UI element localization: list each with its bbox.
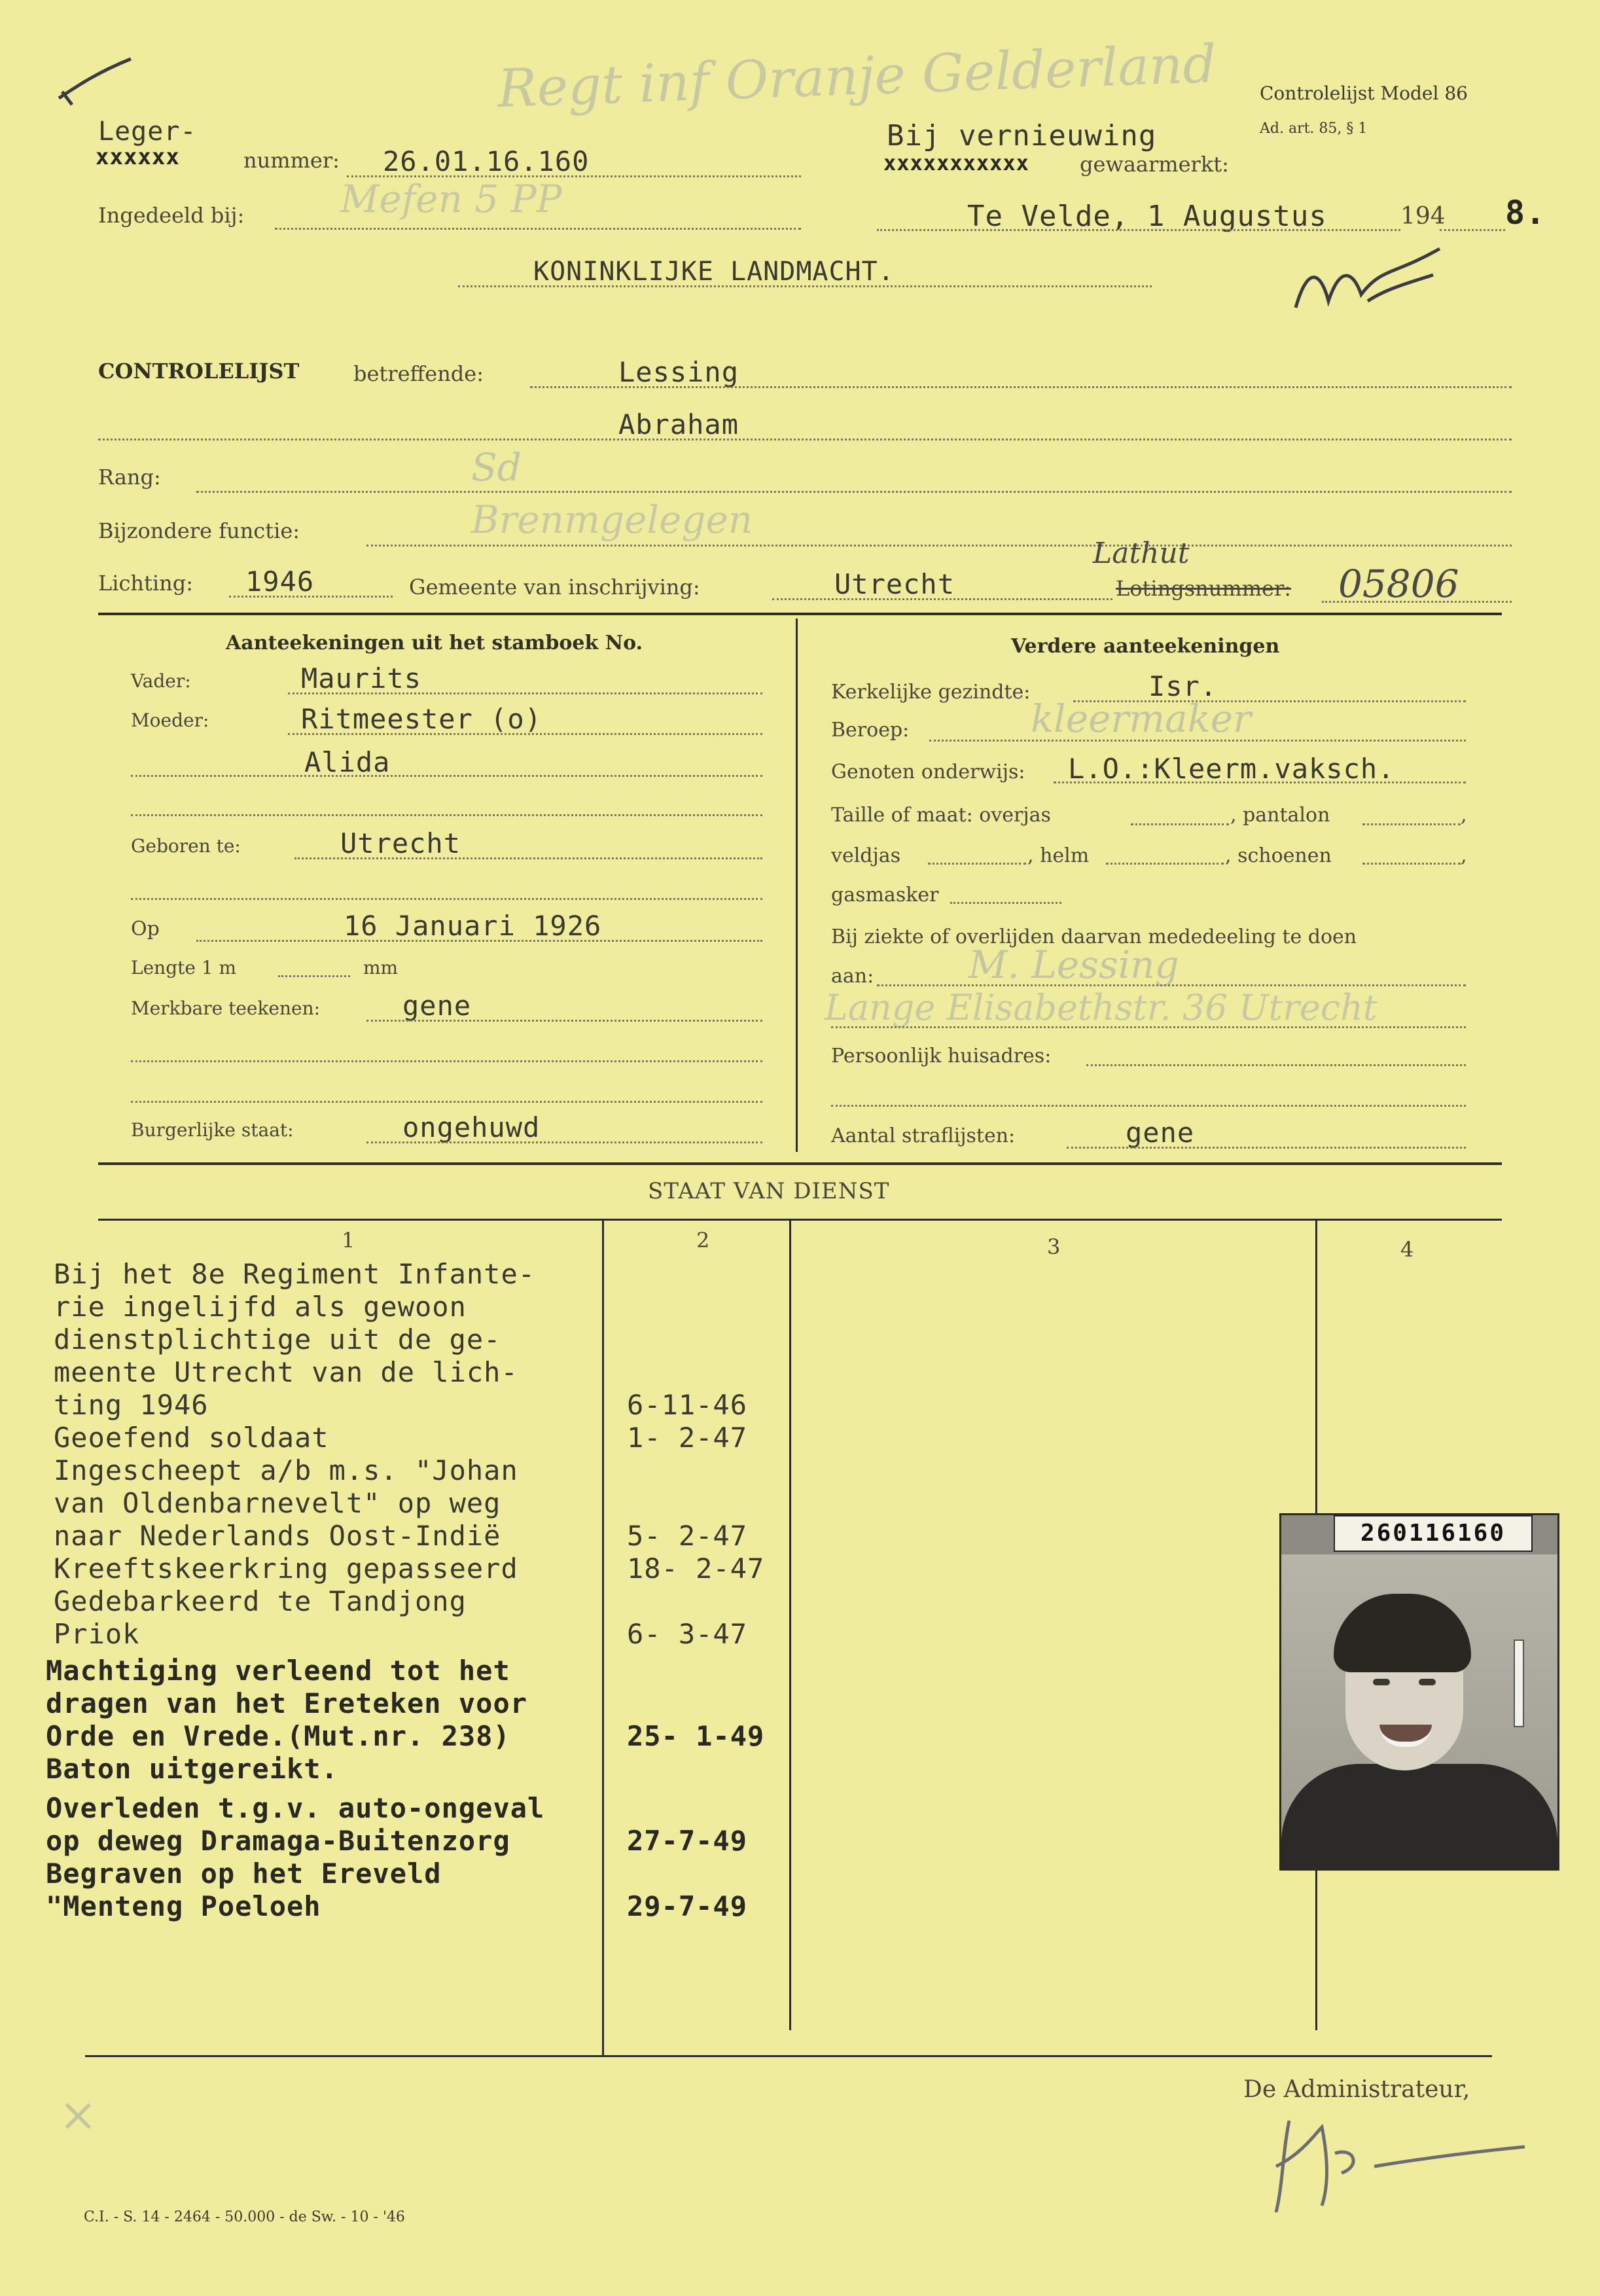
- veldjas-line: [928, 863, 1026, 865]
- lengte-label: Lengte 1 m: [131, 957, 237, 978]
- overjas-line: [1131, 823, 1229, 825]
- schoenen-label: , schoenen: [1225, 844, 1332, 867]
- moeder-2-line: [131, 775, 762, 777]
- col-header-2: 2: [696, 1228, 710, 1253]
- lichting: 1946: [245, 565, 315, 598]
- op-label: Op: [131, 918, 160, 941]
- geboren: Utrecht: [340, 827, 461, 859]
- straflijsten-line: [1067, 1147, 1466, 1149]
- huisadres-label: Persoonlijk huisadres:: [831, 1045, 1052, 1067]
- lotingsnummer-label: Lotingsnummer:: [1116, 576, 1292, 601]
- blank-line-4: [131, 1101, 762, 1103]
- kerkelijk-label: Kerkelijke gezindte:: [831, 681, 1031, 704]
- handwritten-mark: [52, 52, 144, 111]
- verdere-heading: Verdere aanteekeningen: [1011, 635, 1280, 658]
- comma-1: ,: [1461, 804, 1467, 827]
- beroep-label: Beroep:: [831, 719, 910, 742]
- photo-body: [1281, 1764, 1557, 1869]
- gemeente-label: Gemeente van inschrijving:: [409, 575, 700, 600]
- helm-label: , helm: [1027, 844, 1090, 867]
- section-rule-top: [98, 613, 1502, 615]
- photo-eye-right: [1419, 1679, 1436, 1685]
- burgerlijk: ongehuwd: [402, 1111, 541, 1143]
- vader-label: Vader:: [131, 670, 191, 692]
- merkbare-line: [366, 1020, 762, 1022]
- organisation: KONINKLIJKE LANDMACHT.: [533, 257, 895, 287]
- staat-entry-text: Kreeftskeerkring gepasseerd: [54, 1552, 518, 1585]
- first-name: Abraham: [618, 408, 739, 440]
- helm-line: [1106, 863, 1224, 865]
- staat-entry-date: 29-7-49: [627, 1890, 748, 1922]
- staat-entry-text: Overleden t.g.v. auto-ongeval: [46, 1792, 545, 1824]
- onderwijs-line: [1054, 781, 1466, 783]
- year-prefix: 194: [1400, 203, 1446, 230]
- betreffende-label: betreffende:: [353, 361, 484, 386]
- handwritten-regiment: Regt inf Oranje Gelderland: [496, 33, 1218, 120]
- place-date: Te Velde, 1 Augustus: [967, 200, 1327, 233]
- staat-entry-text: meente Utrecht van de lich-: [54, 1356, 518, 1388]
- year-line: [1440, 229, 1505, 231]
- schoenen-line: [1362, 863, 1461, 865]
- soldier-photo: [1279, 1513, 1559, 1871]
- handwritten-lot-prefix: Lathut: [1093, 537, 1190, 570]
- lengte-unit: mm: [363, 957, 399, 978]
- handwritten-functie: Brenmgelegen: [471, 497, 753, 542]
- rang-line: [196, 491, 1512, 493]
- vernieuwing-label: Bij vernieuwing: [887, 119, 1157, 152]
- leger-label-struck: xxxxxx: [96, 144, 180, 170]
- onderwijs: L.O.:Kleerm.vaksch.: [1068, 753, 1395, 785]
- staat-entry-date: 6- 3-47: [627, 1618, 748, 1650]
- col-header-1: 1: [342, 1228, 355, 1253]
- handwritten-lotingsnummer: 05806: [1338, 562, 1459, 606]
- gewaarmerkt-struck: xxxxxxxxxxx: [883, 151, 1029, 175]
- huisadres-line: [1086, 1064, 1466, 1066]
- photo-number-label: 260116160: [1334, 1515, 1533, 1552]
- gewaarmerkt-label: gewaarmerkt:: [1080, 152, 1229, 177]
- lichting-line: [229, 596, 393, 598]
- functie-label: Bijzondere functie:: [98, 518, 300, 543]
- cross-mark: ×: [59, 2088, 98, 2142]
- handwritten-initials: [1289, 236, 1446, 321]
- controlelijst-label: CONTROLELIJST: [98, 359, 300, 384]
- staat-entry-date: 5- 2-47: [627, 1520, 748, 1552]
- photo-mark: [1514, 1640, 1524, 1727]
- leger-label-line1: Leger-: [98, 117, 197, 147]
- onderwijs-label: Genoten onderwijs:: [831, 761, 1025, 783]
- column-divider-middle: [796, 619, 798, 1152]
- geboren-line: [294, 857, 762, 859]
- staat-entry-date: 18- 2-47: [627, 1552, 765, 1585]
- staat-entry-date: 1- 2-47: [627, 1422, 748, 1454]
- stamboek-heading: Aanteekeningen uit het stamboek No.: [226, 632, 643, 655]
- ingedeeld-line: [275, 228, 801, 230]
- lotingsnummer-line: [1322, 601, 1512, 603]
- staat-col-divider-1: [602, 1219, 604, 2056]
- gemeente-line: [772, 598, 1112, 600]
- staat-entry-text: Ingescheept a/b m.s. "Johan: [54, 1454, 518, 1486]
- pantalon-label: , pantalon: [1230, 804, 1330, 827]
- staat-entry-text: Orde en Vrede.(Mut.nr. 238): [46, 1720, 510, 1752]
- staat-entry-text: Priok: [54, 1618, 140, 1650]
- section-rule-middle: [98, 1162, 1502, 1165]
- handwritten-adres: Lange Elisabethstr. 36 Utrecht: [825, 987, 1378, 1028]
- photo-eye-left: [1373, 1679, 1390, 1685]
- handwritten-ingedeeld: Mefen 5 PP: [340, 177, 562, 221]
- year-suffix: 8.: [1505, 194, 1546, 232]
- staat-entry-date: 25- 1-49: [627, 1720, 765, 1752]
- staat-entry-date: 27-7-49: [627, 1825, 748, 1857]
- straflijsten-label: Aantal straflijsten:: [831, 1124, 1016, 1147]
- form-title: Controlelijst Model 86: [1260, 82, 1468, 104]
- straflijsten: gene: [1126, 1117, 1195, 1149]
- staat-entry-text: dienstplichtige uit de ge-: [54, 1323, 501, 1355]
- vader: Maurits: [301, 662, 422, 694]
- form-reference: Ad. art. 85, § 1: [1260, 120, 1368, 137]
- staat-table-top: [98, 1219, 1502, 1221]
- staat-entry-date: 6-11-46: [627, 1389, 748, 1421]
- op-line: [196, 940, 762, 942]
- lengte-line: [278, 975, 350, 977]
- op-date: 16 Januari 1926: [344, 910, 602, 942]
- pantalon-line: [1362, 823, 1461, 825]
- adres-line: [831, 1026, 1466, 1028]
- gemeente: Utrecht: [834, 568, 955, 600]
- burgerlijk-line: [366, 1141, 762, 1143]
- staat-entry-text: Geoefend soldaat: [54, 1422, 329, 1454]
- gasmasker-line: [950, 902, 1061, 904]
- col-header-3: 3: [1047, 1234, 1061, 1259]
- moeder-2: Alida: [304, 746, 391, 778]
- ingedeeld-label: Ingedeeld bij:: [98, 203, 245, 228]
- leger-label-suffix: nummer:: [243, 148, 340, 173]
- kerkelijk: Isr.: [1148, 670, 1218, 702]
- ziekte-label: Bij ziekte of overlijden daarvan mededeeling te doen: [831, 925, 1357, 948]
- administrateur-label: De Administrateur,: [1243, 2076, 1470, 2103]
- staat-col-divider-2: [789, 1219, 791, 2030]
- first-name-line: [98, 439, 1512, 440]
- blank-line-1: [131, 814, 762, 816]
- staat-entry-text: naar Nederlands Oost-Indië: [54, 1520, 501, 1552]
- burgerlijk-label: Burgerlijke staat:: [131, 1119, 294, 1141]
- functie-line: [366, 545, 1512, 547]
- blank-line-2: [131, 898, 762, 900]
- staat-entry-text: Gedebarkeerd te Tandjong: [54, 1585, 467, 1617]
- surname: Lessing: [618, 356, 739, 388]
- administrateur-signature: [1263, 2108, 1538, 2219]
- surname-line: [530, 386, 1512, 388]
- staat-entry-text: dragen van het Ereteken voor: [46, 1687, 528, 1719]
- handwritten-aan: M. Lessing: [969, 942, 1179, 987]
- aan-line: [877, 984, 1466, 986]
- staat-entry-text: van Oldenbarnevelt" op weg: [54, 1487, 501, 1519]
- leger-nummer: 26.01.16.160: [383, 145, 590, 177]
- handwritten-beroep: kleermaker: [1031, 696, 1251, 741]
- beroep-line: [929, 740, 1466, 742]
- staat-entry-text: Begraven op het Ereveld: [46, 1857, 442, 1890]
- staat-table-bottom: [85, 2055, 1492, 2057]
- staat-entry-text: ting 1946: [54, 1389, 209, 1421]
- blank-line-3: [131, 1060, 762, 1062]
- geboren-label: Geboren te:: [131, 835, 241, 857]
- gasmasker-label: gasmasker: [831, 884, 939, 906]
- comma-2: ,: [1461, 844, 1467, 867]
- staat-entry-text: "Menteng Poeloeh: [46, 1890, 321, 1922]
- staat-entry-text: rie ingelijfd als gewoon: [54, 1291, 467, 1323]
- moeder-label: Moeder:: [131, 709, 209, 731]
- place-date-line: [877, 229, 1400, 231]
- taille-label: Taille of maat: overjas: [831, 804, 1051, 827]
- vader-line: [288, 692, 762, 694]
- veldjas-label: veldjas: [831, 844, 901, 867]
- staat-entry-text: Bij het 8e Regiment Infante-: [54, 1258, 536, 1290]
- lichting-label: Lichting:: [98, 571, 193, 596]
- col-header-4: 4: [1400, 1237, 1414, 1262]
- merkbare: gene: [402, 990, 472, 1022]
- aan-label: aan:: [831, 965, 874, 988]
- moeder-line: [288, 733, 762, 735]
- staat-entry-text: Baton uitgereikt.: [46, 1753, 338, 1785]
- handwritten-rang: Sd: [471, 445, 522, 490]
- staat-entry-text: op deweg Dramaga-Buitenzorg: [46, 1825, 510, 1857]
- rang-label: Rang:: [98, 465, 161, 490]
- organisation-line: [458, 285, 1152, 287]
- print-code: C.I. - S. 14 - 2464 - 50.000 - de Sw. - 10 - '46: [84, 2209, 405, 2225]
- merkbare-label: Merkbare teekenen:: [131, 997, 321, 1019]
- staat-entry-text: Machtiging verleend tot het: [46, 1655, 510, 1687]
- staat-heading: STAAT VAN DIENST: [648, 1178, 890, 1204]
- blank-line-5: [831, 1105, 1466, 1107]
- moeder: Ritmeester (o): [301, 703, 542, 735]
